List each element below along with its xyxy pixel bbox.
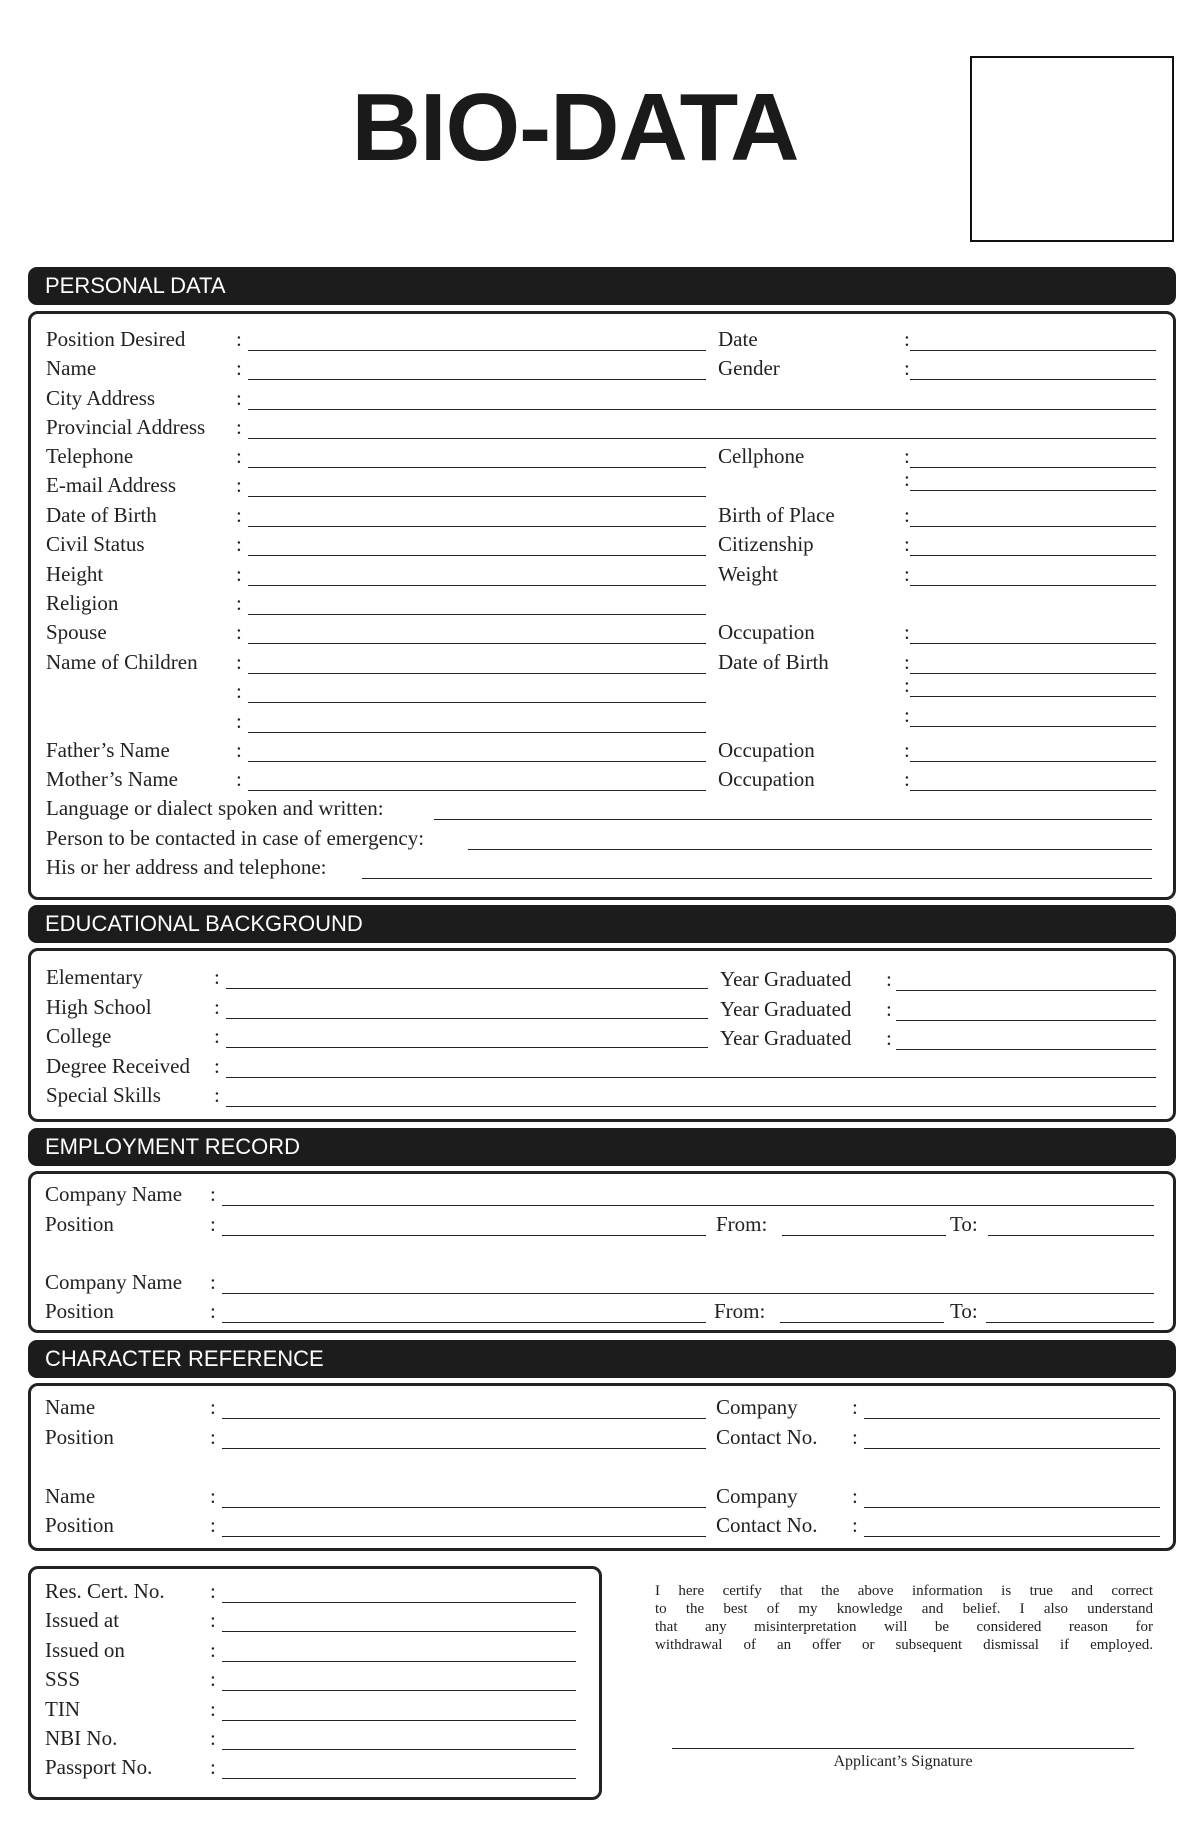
ref-company-2-label: Company: [716, 1484, 798, 1508]
mother-occupation-label: Occupation: [718, 767, 815, 791]
position-desired-field[interactable]: [248, 350, 706, 351]
colon: :: [236, 738, 242, 762]
language-label: Language or dialect spoken and written:: [46, 796, 384, 820]
colon: :: [210, 1270, 216, 1294]
page-title: BIO-DATA: [351, 74, 799, 181]
res-cert-no-field[interactable]: [222, 1602, 576, 1603]
employment-panel: [28, 1171, 1176, 1333]
certification-line: to the best of my knowledge and belief. I also understand: [655, 1601, 1153, 1617]
issued-on-label: Issued on: [45, 1638, 125, 1662]
children-3-field[interactable]: [248, 732, 706, 733]
position-2-field[interactable]: [222, 1322, 706, 1323]
colon: :: [886, 967, 892, 991]
colon: :: [214, 995, 220, 1019]
colon: :: [210, 1484, 216, 1508]
tin-label: TIN: [45, 1697, 80, 1721]
mother-occupation-field[interactable]: [910, 790, 1156, 791]
degree-received-field[interactable]: [226, 1077, 1156, 1078]
colon: :: [210, 1299, 216, 1323]
colon: :: [210, 1182, 216, 1206]
date-label: Date: [718, 327, 758, 351]
children-dob-field[interactable]: [910, 673, 1156, 674]
from-2-field[interactable]: [780, 1322, 944, 1323]
children-dob-label: Date of Birth: [718, 650, 829, 674]
height-field[interactable]: [248, 585, 706, 586]
date-of-birth-label: Date of Birth: [46, 503, 157, 527]
ref-contact-1-label: Contact No.: [716, 1425, 818, 1449]
elementary-year-label: Year Graduated: [720, 967, 852, 991]
colon: :: [236, 444, 242, 468]
fathers-name-label: Father’s Name: [46, 738, 170, 762]
cellphone-field[interactable]: [910, 467, 1156, 468]
colon: :: [210, 1755, 216, 1779]
colon: :: [852, 1513, 858, 1537]
ref-position-2-label: Position: [45, 1513, 114, 1537]
colon: :: [210, 1697, 216, 1721]
ref-company-1-field[interactable]: [864, 1418, 1160, 1419]
from-1-label: From:: [716, 1212, 768, 1236]
colon: :: [904, 532, 910, 556]
colon: :: [904, 503, 910, 527]
ref-contact-1-field[interactable]: [864, 1448, 1160, 1449]
civil-status-field[interactable]: [248, 555, 706, 556]
colon: :: [852, 1484, 858, 1508]
nbi-no-label: NBI No.: [45, 1726, 118, 1750]
elementary-field[interactable]: [226, 988, 708, 989]
spouse-occupation-label: Occupation: [718, 620, 815, 644]
high-school-year-field[interactable]: [896, 1020, 1156, 1021]
emergency-contact-field[interactable]: [468, 849, 1152, 850]
certification-text: [655, 1582, 1153, 1654]
to-1-field[interactable]: [988, 1235, 1154, 1236]
certification-line: that any misinterpretation will be considered reason for: [655, 1619, 1153, 1635]
passport-no-field[interactable]: [222, 1778, 576, 1779]
position-1-field[interactable]: [222, 1235, 706, 1236]
colon: :: [236, 767, 242, 791]
position-2-label: Position: [45, 1299, 114, 1323]
position-desired-label: Position Desired: [46, 327, 186, 351]
special-skills-field[interactable]: [226, 1106, 1156, 1107]
special-skills-label: Special Skills: [46, 1083, 161, 1107]
issued-at-label: Issued at: [45, 1608, 120, 1632]
from-2-label: From:: [714, 1299, 766, 1323]
college-year-field[interactable]: [896, 1049, 1156, 1050]
children-label: Name of Children: [46, 650, 198, 674]
colon: :: [236, 709, 242, 733]
colon: :: [210, 1579, 216, 1603]
colon: :: [852, 1425, 858, 1449]
children-2-field[interactable]: [248, 702, 706, 703]
certification-line: I here certify that the above information is true and correct: [655, 1583, 1153, 1599]
provincial-address-label: Provincial Address: [46, 415, 206, 439]
colon: :: [236, 415, 242, 439]
language-field[interactable]: [434, 819, 1152, 820]
education-panel: [28, 948, 1176, 1122]
colon: :: [886, 1026, 892, 1050]
email-address-field[interactable]: [248, 496, 706, 497]
colon: :: [236, 562, 242, 586]
name-field[interactable]: [248, 379, 706, 380]
ref-company-1-label: Company: [716, 1395, 798, 1419]
emergency-contact-label: Person to be contacted in case of emergency:: [46, 826, 425, 850]
ref-name-2-label: Name: [45, 1484, 96, 1508]
birth-place-label: Birth of Place: [718, 503, 835, 527]
spouse-field[interactable]: [248, 643, 706, 644]
colon: :: [852, 1395, 858, 1419]
weight-field[interactable]: [910, 585, 1156, 586]
issued-at-field[interactable]: [222, 1631, 576, 1632]
high-school-field[interactable]: [226, 1018, 708, 1019]
colon: :: [236, 532, 242, 556]
degree-received-label: Degree Received: [46, 1054, 190, 1078]
cellphone-2-field[interactable]: [910, 490, 1156, 491]
birth-place-field[interactable]: [910, 526, 1156, 527]
children-dob-2-field[interactable]: [910, 696, 1156, 697]
ref-position-2-field[interactable]: [222, 1536, 706, 1537]
religion-label: Religion: [46, 591, 119, 615]
passport-no-label: Passport No.: [45, 1755, 153, 1779]
colon: :: [236, 356, 242, 380]
section-header-employment: EMPLOYMENT RECORD: [28, 1128, 1176, 1166]
ref-name-2-field[interactable]: [222, 1507, 706, 1508]
colon: :: [236, 327, 242, 351]
mothers-name-field[interactable]: [248, 790, 706, 791]
ref-position-1-field[interactable]: [222, 1448, 706, 1449]
spouse-label: Spouse: [46, 620, 107, 644]
colon: :: [214, 1024, 220, 1048]
elementary-label: Elementary: [46, 965, 143, 989]
colon: :: [236, 386, 242, 410]
from-1-field[interactable]: [782, 1235, 946, 1236]
sss-label: SSS: [45, 1667, 81, 1691]
height-label: Height: [46, 562, 104, 586]
college-label: College: [46, 1024, 112, 1048]
citizenship-label: Citizenship: [718, 532, 814, 556]
colon: :: [904, 444, 910, 468]
colon: :: [210, 1726, 216, 1750]
ref-company-2-field[interactable]: [864, 1507, 1160, 1508]
section-header-reference: CHARACTER REFERENCE: [28, 1340, 1176, 1378]
colon: :: [904, 673, 910, 697]
colon: :: [904, 738, 910, 762]
ref-contact-2-label: Contact No.: [716, 1513, 818, 1537]
nbi-no-field[interactable]: [222, 1749, 576, 1750]
sss-field[interactable]: [222, 1690, 576, 1691]
company-name-2-label: Company Name: [45, 1270, 183, 1294]
to-2-label: To:: [950, 1299, 978, 1323]
colon: :: [214, 1054, 220, 1078]
colon: :: [236, 650, 242, 674]
colon: :: [904, 650, 910, 674]
colon: :: [886, 997, 892, 1021]
ref-name-1-field[interactable]: [222, 1418, 706, 1419]
ref-name-1-label: Name: [45, 1395, 96, 1419]
colon: :: [236, 591, 242, 615]
children-dob-3-field[interactable]: [910, 726, 1156, 727]
colon: :: [904, 467, 910, 491]
father-occupation-field[interactable]: [910, 761, 1156, 762]
company-name-2-field[interactable]: [222, 1293, 1154, 1294]
colon: :: [236, 620, 242, 644]
to-2-field[interactable]: [986, 1322, 1154, 1323]
company-name-1-label: Company Name: [45, 1182, 183, 1206]
colon: :: [236, 473, 242, 497]
certification-line: withdrawal of an offer or subsequent dismissal if employed.: [655, 1637, 1153, 1653]
colon: :: [214, 1083, 220, 1107]
issued-on-field[interactable]: [222, 1661, 576, 1662]
colon: :: [904, 767, 910, 791]
colon: :: [904, 356, 910, 380]
provincial-address-field[interactable]: [248, 438, 1156, 439]
religion-field[interactable]: [248, 614, 706, 615]
high-school-label: High School: [46, 995, 152, 1019]
cellphone-label: Cellphone: [718, 444, 805, 468]
email-address-label: E-mail Address: [46, 473, 177, 497]
high-school-year-label: Year Graduated: [720, 997, 852, 1021]
colon: :: [236, 679, 242, 703]
date-of-birth-field[interactable]: [248, 526, 706, 527]
section-header-personal: PERSONAL DATA: [28, 267, 1176, 305]
colon: :: [210, 1638, 216, 1662]
colon: :: [214, 965, 220, 989]
signature-label: Applicant’s Signature: [833, 1753, 973, 1770]
colon: :: [236, 503, 242, 527]
tin-field[interactable]: [222, 1720, 576, 1721]
ref-contact-2-field[interactable]: [864, 1536, 1160, 1537]
colon: :: [210, 1667, 216, 1691]
section-header-education: EDUCATIONAL BACKGROUND: [28, 905, 1176, 943]
city-address-label: City Address: [46, 386, 156, 410]
fathers-name-field[interactable]: [248, 761, 706, 762]
children-field[interactable]: [248, 673, 706, 674]
ref-position-1-label: Position: [45, 1425, 114, 1449]
res-cert-no-label: Res. Cert. No.: [45, 1579, 165, 1603]
telephone-label: Telephone: [46, 444, 134, 468]
weight-label: Weight: [718, 562, 779, 586]
telephone-field[interactable]: [248, 467, 706, 468]
colon: :: [210, 1608, 216, 1632]
reference-panel: [28, 1383, 1176, 1551]
colon: :: [904, 620, 910, 644]
colon: :: [210, 1212, 216, 1236]
elementary-year-field[interactable]: [896, 990, 1156, 991]
position-1-label: Position: [45, 1212, 114, 1236]
citizenship-field[interactable]: [910, 555, 1156, 556]
civil-status-label: Civil Status: [46, 532, 145, 556]
photo-box[interactable]: [970, 56, 1174, 242]
date-field[interactable]: [910, 350, 1156, 351]
college-year-label: Year Graduated: [720, 1026, 852, 1050]
gender-field[interactable]: [910, 379, 1156, 380]
colon: :: [210, 1395, 216, 1419]
gender-label: Gender: [718, 356, 780, 380]
to-1-label: To:: [950, 1212, 978, 1236]
colon: :: [904, 703, 910, 727]
spouse-occupation-field[interactable]: [910, 643, 1156, 644]
emergency-address-field[interactable]: [362, 878, 1152, 879]
signature-line[interactable]: [672, 1748, 1134, 1749]
city-address-field[interactable]: [248, 409, 1156, 410]
colon: :: [904, 562, 910, 586]
colon: :: [210, 1425, 216, 1449]
mothers-name-label: Mother’s Name: [46, 767, 178, 791]
name-label: Name: [46, 356, 97, 380]
colon: :: [904, 327, 910, 351]
emergency-address-label: His or her address and telephone:: [46, 855, 327, 879]
colon: :: [210, 1513, 216, 1537]
company-name-1-field[interactable]: [222, 1205, 1154, 1206]
father-occupation-label: Occupation: [718, 738, 815, 762]
college-field[interactable]: [226, 1047, 708, 1048]
